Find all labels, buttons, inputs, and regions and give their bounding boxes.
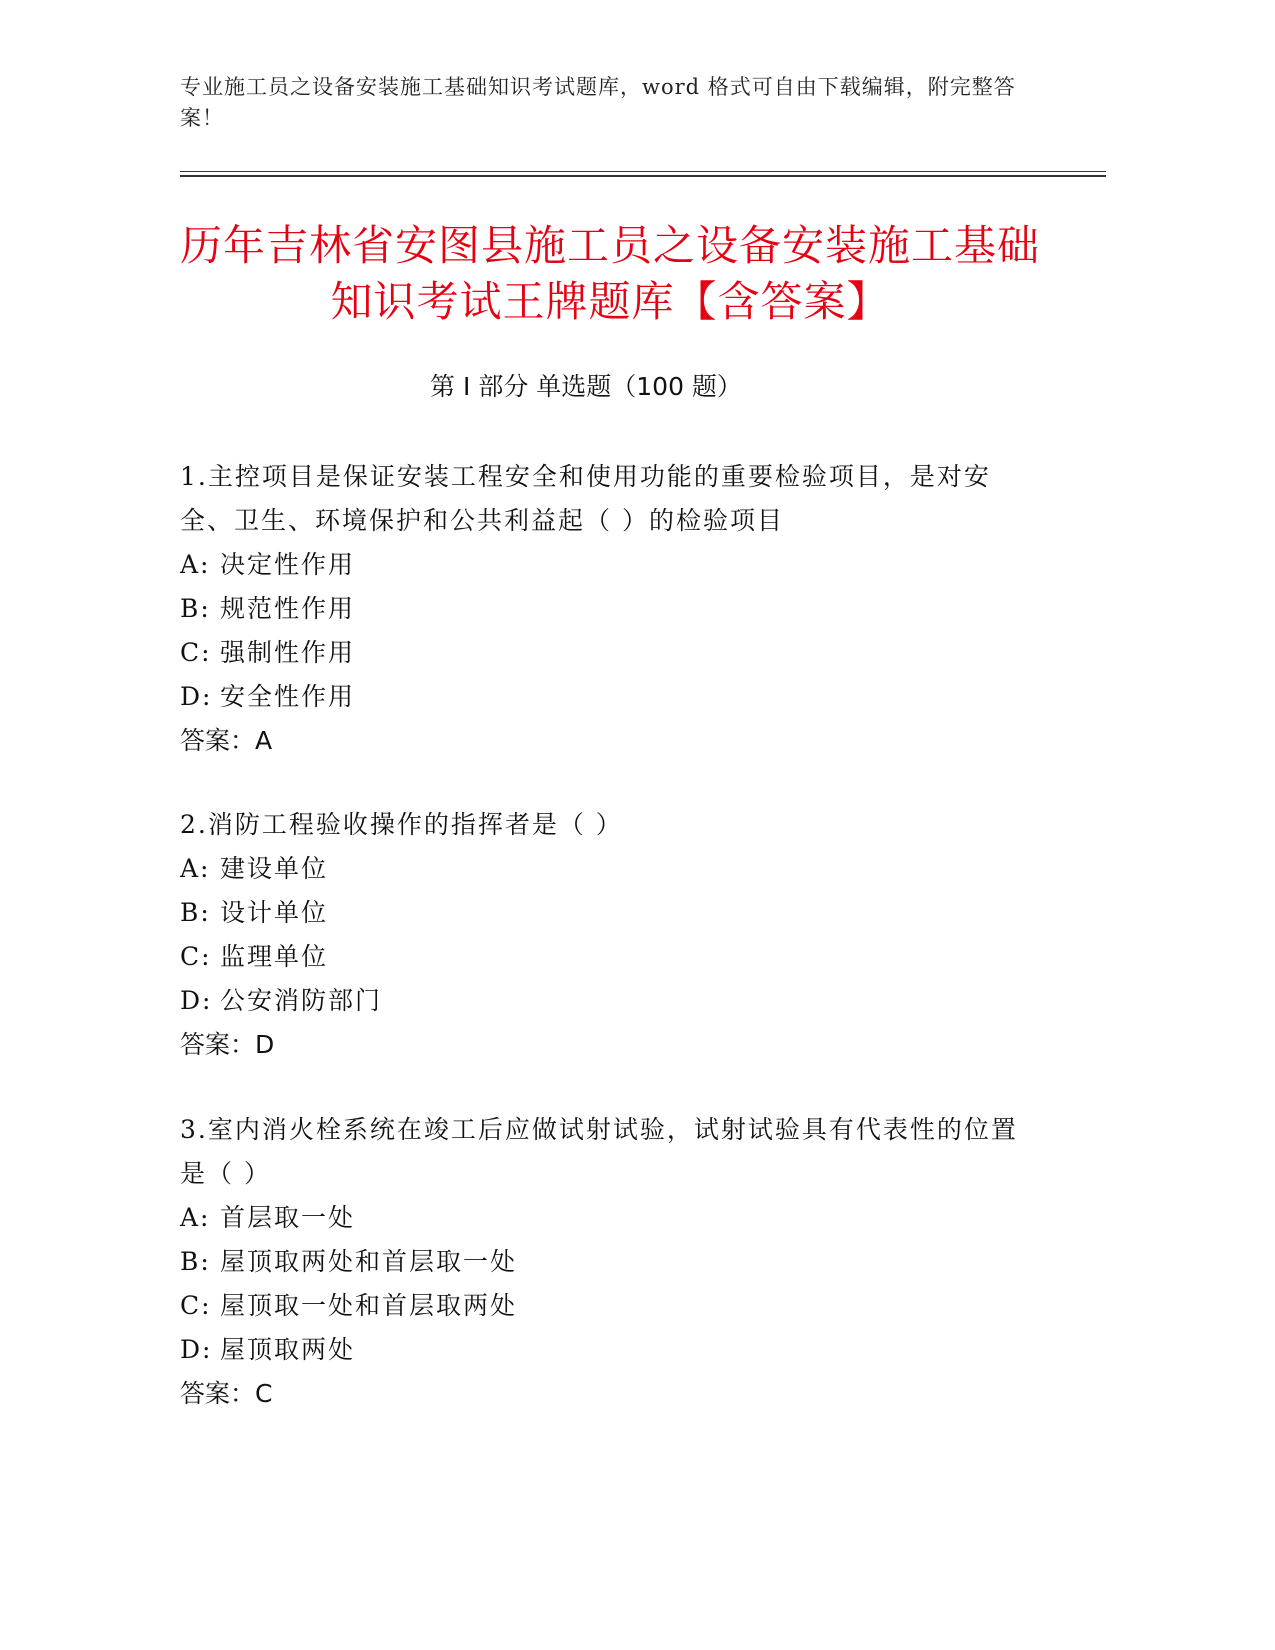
- option-b: [180, 1240, 1040, 1284]
- option-text: 安全性作用: [220, 682, 356, 711]
- option-key: D:: [180, 986, 213, 1015]
- option-key: A:: [180, 1203, 211, 1232]
- section-heading: 第 I 部分 单选题（100 题）: [430, 372, 742, 401]
- answer-label: 答案：: [180, 1030, 256, 1059]
- option-text: 监理单位: [220, 942, 329, 971]
- option-a: [180, 847, 1040, 891]
- answer-line: [180, 719, 1040, 763]
- question-1: [180, 455, 1040, 763]
- option-key: A:: [180, 550, 211, 579]
- option-c: [180, 631, 1040, 675]
- answer-label: 答案：: [180, 726, 256, 755]
- option-text: 首层取一处: [220, 1203, 356, 1232]
- option-key: B:: [180, 898, 211, 927]
- answer-value: A: [255, 726, 273, 755]
- option-b: [180, 891, 1040, 935]
- option-text: 公安消防部门: [220, 986, 383, 1015]
- option-key: D:: [180, 682, 213, 711]
- option-c: [180, 935, 1040, 979]
- option-b: [180, 587, 1040, 631]
- option-text: 建设单位: [220, 854, 329, 883]
- option-a: [180, 1196, 1040, 1240]
- answer-value: D: [255, 1030, 275, 1059]
- option-text: 决定性作用: [220, 550, 356, 579]
- option-a: [180, 543, 1040, 587]
- question-stem: 1.主控项目是保证安装工程安全和使用功能的重要检验项目，是对安全、卫生、环境保护和公共利益起（ ）的检验项目: [180, 462, 991, 535]
- header-divider-thin: [180, 171, 1106, 172]
- answer-value: C: [255, 1379, 273, 1408]
- option-key: C:: [180, 942, 212, 971]
- question-3: [180, 1108, 1040, 1416]
- option-d: [180, 675, 1040, 719]
- answer-line: [180, 1372, 1040, 1416]
- answer-line: [180, 1023, 1040, 1067]
- option-key: B:: [180, 1247, 211, 1276]
- question-2: [180, 803, 1040, 1067]
- question-stem: 3.室内消火栓系统在竣工后应做试射试验，试射试验具有代表性的位置是（ ）: [180, 1115, 1018, 1188]
- document-title: 历年吉林省安图县施工员之设备安装施工基础知识考试王牌题库【含答案】: [179, 221, 1040, 326]
- option-text: 强制性作用: [220, 638, 356, 667]
- option-key: B:: [180, 594, 211, 623]
- option-text: 规范性作用: [220, 594, 356, 623]
- option-key: A:: [180, 854, 211, 883]
- option-d: [180, 979, 1040, 1023]
- option-text: 屋顶取两处和首层取一处: [220, 1247, 518, 1276]
- option-text: 屋顶取一处和首层取两处: [220, 1291, 518, 1320]
- answer-label: 答案：: [180, 1379, 256, 1408]
- option-key: C:: [180, 638, 212, 667]
- header-divider-thick: [180, 175, 1106, 177]
- question-stem: 2.消防工程验收操作的指挥者是（ ）: [180, 810, 623, 839]
- header-note: 专业施工员之设备安装施工基础知识考试题库，word 格式可自由下载编辑，附完整答案！: [180, 75, 1016, 130]
- option-key: D:: [180, 1335, 213, 1364]
- option-key: C:: [180, 1291, 212, 1320]
- option-text: 设计单位: [220, 898, 329, 927]
- option-text: 屋顶取两处: [220, 1335, 356, 1364]
- option-c: [180, 1284, 1040, 1328]
- option-d: [180, 1328, 1040, 1372]
